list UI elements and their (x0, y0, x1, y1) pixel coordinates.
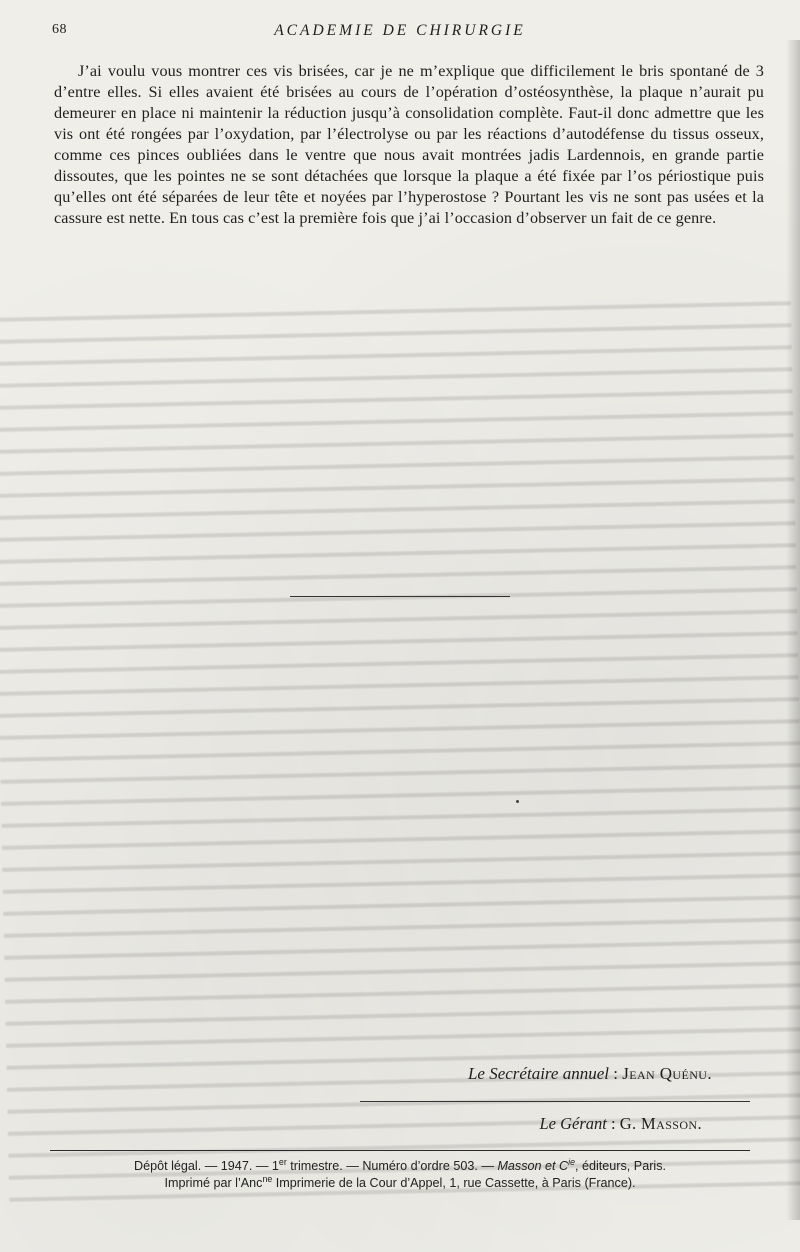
footer-divider (50, 1150, 750, 1151)
footer-printer-address: Imprimerie de la Cour d’Appel, 1, rue Cassette, à Paris (France). (272, 1176, 636, 1190)
footer-publisher-city: , éditeurs, Paris. (575, 1159, 666, 1173)
page-number: 68 (52, 22, 67, 37)
footer-order-text: trimestre. — Numéro d’ordre 503. — (286, 1159, 498, 1173)
footer-line-2 (50, 1175, 750, 1192)
body-paragraph: J’ai voulu vous montrer ces vis brisées, car je ne m’explique que difficilement le bris spontané de 3 d’entre elles. Si elles avaient été brisées au cours de l’opération d’ostéosynthèse, la plaque n’aurait pu demeurer en place ni maintenir la réduction jusqu’à consolidation complète. Faut-il donc admettre que les vis ont été rongées par l’oxydation, par l’électrolyse ou par les réactions d’autodéfense du tissus osseux, comme ces pinces oubliées dans le ventre que nous avait montrées jadis Lardennois, en grande partie dissoutes, que les pointes ne se sont détachées que lorsque la plaque a été fixée par l’os périostique puis qu’elles ont été séparées de leur tête et noyées par l’hyperostose ? Pourtant les vis ne sont pas usées et la cassure est nette. En tous cas c’est la première fois que j’ai l’occasion d’observer un fait de ce genre. (54, 62, 764, 227)
footer-line-1 (50, 1158, 750, 1175)
signature-divider (360, 1101, 750, 1102)
footer-printer-text: Imprimé par l’Anc (164, 1176, 263, 1190)
page-header (52, 22, 748, 44)
footer-publisher-sup: ie (568, 1156, 575, 1167)
page-edge-shadow (786, 40, 800, 1220)
secretary-name: Jean Quénu. (622, 1064, 712, 1083)
manager-signature (539, 1114, 702, 1134)
manager-role: Le Gérant (539, 1114, 607, 1133)
printer-dot (516, 800, 519, 803)
footer-ordinal-sup: er (278, 1156, 287, 1167)
manager-separator: : (606, 1114, 620, 1133)
footer-printer-sup: ne (262, 1173, 273, 1184)
footer-publisher: Masson et C (497, 1159, 569, 1173)
secretary-separator: : (608, 1064, 623, 1083)
secretary-role: Le Secrétaire annuel (467, 1064, 609, 1083)
secretary-signature (468, 1064, 712, 1084)
footer-deposit-text: Dépôt légal. — 1947. — 1 (134, 1159, 279, 1173)
legal-footer (50, 1158, 750, 1192)
section-divider (290, 596, 510, 597)
manager-name: G. Masson. (619, 1114, 702, 1133)
running-title: ACADEMIE DE CHIRURGIE (274, 22, 526, 39)
